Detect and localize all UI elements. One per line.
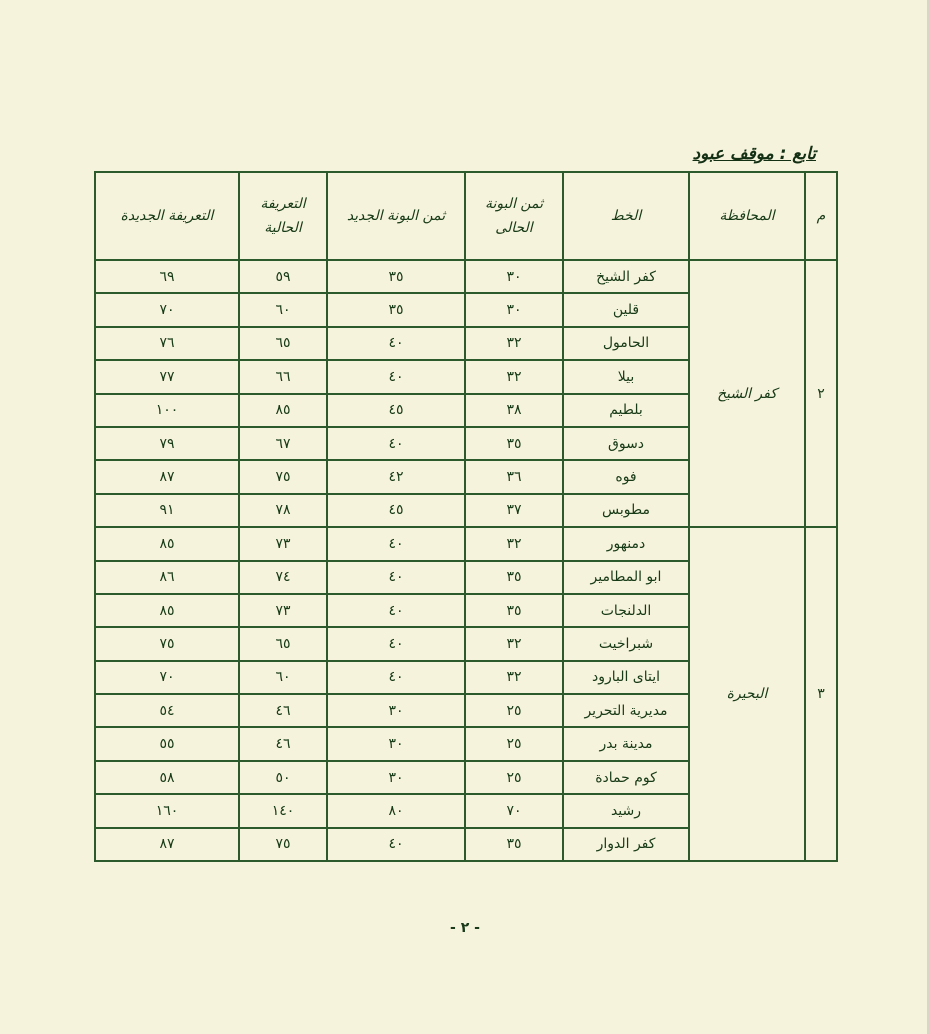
line-cell: الدلنجات (563, 594, 689, 627)
new-fare-cell: ٥٥ (95, 727, 239, 760)
line-cell: الحامول (563, 327, 689, 360)
line-cell: دسوق (563, 427, 689, 460)
current-fare-cell: ٦٠ (239, 661, 327, 694)
current-fare-cell: ٧٨ (239, 494, 327, 527)
col-header-current-ticket (465, 172, 563, 260)
new-ticket-cell: ٤٥ (327, 394, 465, 427)
fare-table (94, 171, 838, 862)
current-fare-cell: ٧٣ (239, 527, 327, 560)
col-header-new-ticket: ثمن البونة الجديد (327, 172, 465, 260)
new-ticket-cell: ٣٠ (327, 761, 465, 794)
new-ticket-cell: ٨٠ (327, 794, 465, 827)
continuation-heading: تابع : موقف عبود (692, 144, 816, 164)
current-ticket-cell: ٣٢ (465, 627, 563, 660)
current-ticket-cell: ٣٨ (465, 394, 563, 427)
new-ticket-cell: ٤٠ (327, 627, 465, 660)
new-fare-cell: ٧٩ (95, 427, 239, 460)
current-fare-cell: ٦٧ (239, 427, 327, 460)
new-ticket-cell: ٤٥ (327, 494, 465, 527)
current-ticket-cell: ٣٧ (465, 494, 563, 527)
current-fare-cell: ٦٦ (239, 360, 327, 393)
table-row (95, 527, 837, 560)
governorate-cell: كفر الشيخ (689, 260, 805, 527)
table-row (95, 260, 837, 293)
line-cell: بيلا (563, 360, 689, 393)
line-cell: ابو المطامير (563, 561, 689, 594)
line-cell: مديرية التحرير (563, 694, 689, 727)
new-fare-cell: ١٦٠ (95, 794, 239, 827)
line-cell: دمنهور (563, 527, 689, 560)
current-fare-cell: ٥٠ (239, 761, 327, 794)
line-cell: مدينة بدر (563, 727, 689, 760)
current-ticket-cell: ٣٥ (465, 828, 563, 861)
new-ticket-cell: ٤٠ (327, 527, 465, 560)
new-ticket-cell: ٤٢ (327, 460, 465, 493)
new-fare-cell: ٧٠ (95, 661, 239, 694)
new-fare-cell: ١٠٠ (95, 394, 239, 427)
col-header-current-fare (239, 172, 327, 260)
current-ticket-cell: ٣٠ (465, 293, 563, 326)
new-fare-cell: ٨٥ (95, 594, 239, 627)
row-number: ٢ (805, 260, 837, 527)
new-ticket-cell: ٣٠ (327, 727, 465, 760)
current-ticket-cell: ٣٠ (465, 260, 563, 293)
new-ticket-cell: ٤٠ (327, 561, 465, 594)
new-fare-cell: ٧٦ (95, 327, 239, 360)
governorate-cell: البحيرة (689, 527, 805, 861)
new-fare-cell: ٦٩ (95, 260, 239, 293)
current-ticket-cell: ٣٢ (465, 360, 563, 393)
current-fare-cell: ١٤٠ (239, 794, 327, 827)
current-fare-cell: ٦٠ (239, 293, 327, 326)
current-fare-cell: ٦٥ (239, 327, 327, 360)
current-fare-cell: ٨٥ (239, 394, 327, 427)
col-header-line: الخط (563, 172, 689, 260)
current-ticket-cell: ٢٥ (465, 727, 563, 760)
new-ticket-cell: ٤٠ (327, 661, 465, 694)
current-ticket-cell: ٣٢ (465, 527, 563, 560)
new-fare-cell: ٨٥ (95, 527, 239, 560)
current-ticket-cell: ٣٥ (465, 561, 563, 594)
new-fare-cell: ٧٠ (95, 293, 239, 326)
current-ticket-cell: ٣٢ (465, 327, 563, 360)
current-ticket-cell: ٢٥ (465, 761, 563, 794)
col-header-current-fare-line1: التعريفة (260, 196, 306, 212)
col-header-new-fare: التعريفة الجديدة (95, 172, 239, 260)
line-cell: كوم حمادة (563, 761, 689, 794)
line-cell: ايتاى البارود (563, 661, 689, 694)
new-ticket-cell: ٣٥ (327, 293, 465, 326)
col-header-governorate: المحافظة (689, 172, 805, 260)
new-fare-cell: ٥٤ (95, 694, 239, 727)
current-ticket-cell: ٣٥ (465, 594, 563, 627)
current-ticket-cell: ٢٥ (465, 694, 563, 727)
page-number: - ٢ - (450, 920, 480, 936)
line-cell: كفر الشيخ (563, 260, 689, 293)
line-cell: كفر الدوار (563, 828, 689, 861)
current-ticket-cell: ٣٥ (465, 427, 563, 460)
new-ticket-cell: ٤٠ (327, 427, 465, 460)
new-fare-cell: ٥٨ (95, 761, 239, 794)
current-fare-cell: ٧٣ (239, 594, 327, 627)
new-ticket-cell: ٤٠ (327, 327, 465, 360)
row-number: ٣ (805, 527, 837, 861)
new-fare-cell: ٩١ (95, 494, 239, 527)
new-ticket-cell: ٣٠ (327, 694, 465, 727)
col-header-current-fare-line2: الحالية (264, 220, 302, 236)
new-ticket-cell: ٤٠ (327, 828, 465, 861)
current-fare-cell: ٧٤ (239, 561, 327, 594)
new-ticket-cell: ٣٥ (327, 260, 465, 293)
current-ticket-cell: ٣٢ (465, 661, 563, 694)
new-fare-cell: ٨٧ (95, 460, 239, 493)
new-ticket-cell: ٤٠ (327, 594, 465, 627)
new-fare-cell: ٨٦ (95, 561, 239, 594)
new-fare-cell: ٨٧ (95, 828, 239, 861)
current-fare-cell: ٤٦ (239, 727, 327, 760)
current-fare-cell: ٤٦ (239, 694, 327, 727)
table-body (95, 260, 837, 861)
line-cell: بلطيم (563, 394, 689, 427)
table-header-row (95, 172, 837, 260)
current-fare-cell: ٧٥ (239, 460, 327, 493)
line-cell: قلين (563, 293, 689, 326)
line-cell: شبراخيت (563, 627, 689, 660)
current-fare-cell: ٦٥ (239, 627, 327, 660)
col-header-num: م (805, 172, 837, 260)
new-ticket-cell: ٤٠ (327, 360, 465, 393)
current-fare-cell: ٧٥ (239, 828, 327, 861)
line-cell: مطوبس (563, 494, 689, 527)
line-cell: فوه (563, 460, 689, 493)
line-cell: رشيد (563, 794, 689, 827)
new-fare-cell: ٧٧ (95, 360, 239, 393)
current-fare-cell: ٥٩ (239, 260, 327, 293)
new-fare-cell: ٧٥ (95, 627, 239, 660)
col-header-current-ticket-line1: ثمن البونة (484, 196, 544, 212)
col-header-current-ticket-line2: الحالى (495, 220, 533, 236)
current-ticket-cell: ٧٠ (465, 794, 563, 827)
current-ticket-cell: ٣٦ (465, 460, 563, 493)
